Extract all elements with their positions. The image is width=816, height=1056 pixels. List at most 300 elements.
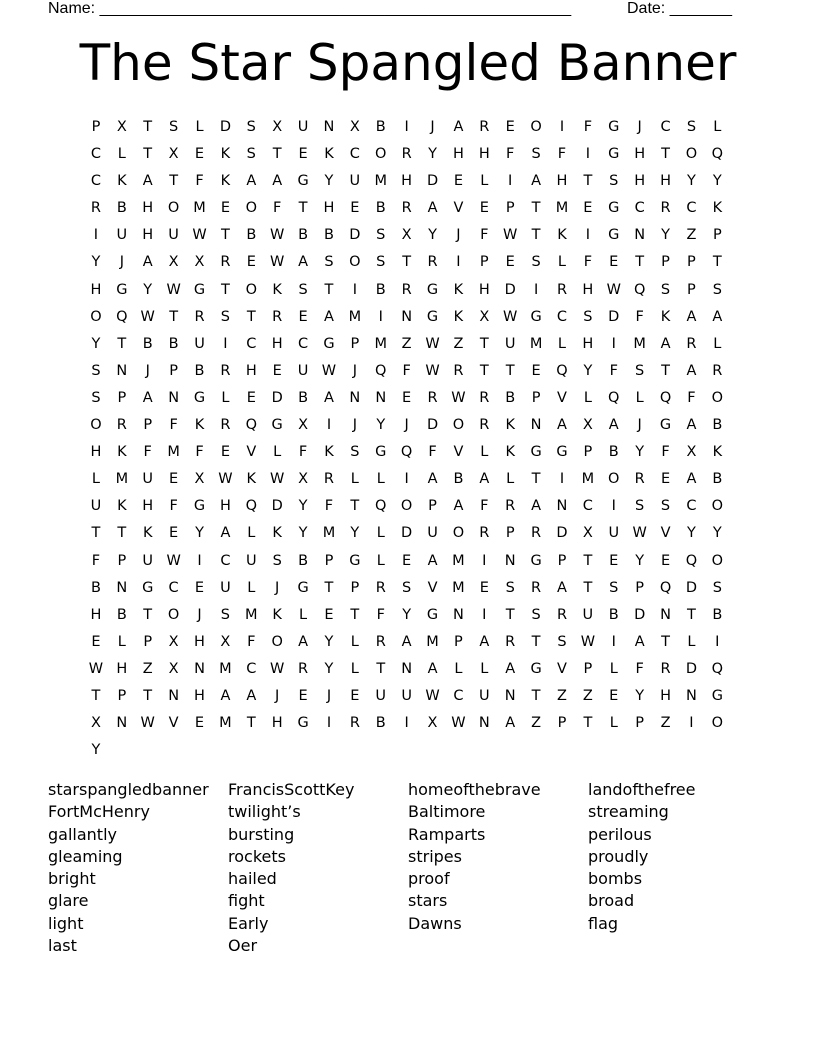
grid-letter: F bbox=[480, 227, 489, 244]
grid-letter: B bbox=[298, 389, 309, 406]
grid-letter: T bbox=[661, 146, 670, 163]
grid-letter: K bbox=[557, 227, 567, 244]
grid-letter: Y bbox=[583, 362, 593, 379]
grid-letter: R bbox=[116, 417, 127, 434]
grid-letter: S bbox=[505, 579, 515, 596]
grid-letter: O bbox=[167, 200, 180, 217]
grid-letter: E bbox=[246, 389, 256, 406]
grid-letter: K bbox=[117, 444, 127, 461]
grid-letter: T bbox=[117, 335, 127, 352]
grid-letter: S bbox=[609, 579, 619, 596]
date-field-label: Date: _______ bbox=[627, 0, 732, 17]
grid-letter: O bbox=[711, 498, 724, 515]
grid-letter: V bbox=[246, 444, 257, 461]
grid-letter: G bbox=[193, 389, 206, 406]
grid-letter: A bbox=[142, 389, 153, 406]
grid-letter: O bbox=[608, 471, 620, 488]
grid-letter: M bbox=[452, 552, 465, 569]
grid-letter: S bbox=[557, 633, 567, 650]
grid-letter: A bbox=[479, 633, 490, 650]
grid-letter: A bbox=[298, 254, 309, 271]
grid-letter: F bbox=[91, 552, 101, 569]
grid-letter: H bbox=[582, 335, 594, 352]
grid-letter: S bbox=[246, 146, 256, 163]
grid-letter: R bbox=[220, 254, 231, 271]
grid-letter: W bbox=[270, 660, 285, 677]
grid-letter: R bbox=[427, 389, 438, 406]
grid-letter: F bbox=[195, 444, 204, 461]
grid-letter: G bbox=[323, 335, 335, 352]
word-bank-item: homeofthebrave bbox=[408, 780, 541, 799]
grid-letter: P bbox=[91, 119, 101, 135]
grid-letter: D bbox=[401, 525, 413, 542]
grid-letter: A bbox=[660, 335, 671, 352]
grid-letter: R bbox=[272, 308, 283, 325]
grid-letter: E bbox=[169, 525, 179, 542]
grid-letter: G bbox=[530, 444, 542, 461]
grid-letter: P bbox=[687, 281, 696, 298]
grid-letter: G bbox=[375, 444, 387, 461]
grid-letter: N bbox=[478, 715, 490, 732]
grid-letter: L bbox=[609, 715, 618, 732]
grid-letter: R bbox=[453, 362, 464, 379]
grid-letter: G bbox=[426, 308, 439, 325]
grid-letter: M bbox=[452, 579, 465, 596]
word-bank-item: rockets bbox=[228, 846, 286, 866]
grid-letter: E bbox=[583, 200, 593, 217]
grid-letter: B bbox=[712, 471, 723, 488]
grid-letter: U bbox=[142, 552, 154, 569]
grid-letter: F bbox=[428, 444, 437, 461]
grid-letter: H bbox=[271, 335, 283, 352]
grid-letter: E bbox=[272, 362, 282, 379]
word-bank-item: glare bbox=[48, 891, 89, 911]
grid-letter: W bbox=[270, 227, 285, 244]
grid-letter: H bbox=[478, 146, 490, 163]
grid-letter: C bbox=[660, 119, 671, 135]
grid-letter: X bbox=[116, 119, 127, 135]
grid-letter: I bbox=[404, 471, 409, 488]
grid-letter: I bbox=[482, 606, 487, 623]
letter-grid bbox=[83, 114, 730, 764]
grid-letter: A bbox=[686, 308, 697, 325]
word-bank-item: broad bbox=[588, 891, 635, 911]
grid-letter: P bbox=[712, 227, 722, 244]
grid-letter: H bbox=[219, 498, 231, 515]
grid-letter: L bbox=[117, 633, 126, 650]
grid-letter: H bbox=[142, 227, 154, 244]
grid-letter: A bbox=[427, 200, 438, 217]
grid-letter: P bbox=[583, 660, 593, 677]
grid-letter: U bbox=[582, 606, 594, 623]
grid-letter: B bbox=[712, 417, 723, 434]
grid-letter: M bbox=[245, 606, 258, 623]
grid-letter: L bbox=[506, 471, 515, 488]
grid-letter: N bbox=[556, 498, 568, 515]
grid-letter: I bbox=[352, 281, 357, 298]
grid-letter: A bbox=[142, 254, 153, 271]
grid-letter: Y bbox=[712, 173, 722, 190]
grid-letter: G bbox=[142, 579, 154, 596]
grid-letter: C bbox=[556, 308, 568, 325]
grid-letter: T bbox=[220, 227, 230, 244]
grid-letter: D bbox=[271, 498, 283, 515]
grid-letter: D bbox=[219, 119, 231, 135]
grid-letter: E bbox=[246, 254, 256, 271]
grid-letter: K bbox=[324, 146, 334, 163]
grid-letter: J bbox=[404, 417, 409, 434]
grid-letter: P bbox=[117, 552, 127, 569]
grid-letter: S bbox=[635, 362, 645, 379]
grid-letter: A bbox=[401, 633, 412, 650]
grid-letter: I bbox=[611, 498, 616, 515]
grid-letter: G bbox=[426, 281, 439, 298]
word-bank-item: gallantly bbox=[48, 824, 117, 844]
grid-letter: U bbox=[349, 173, 361, 190]
grid-letter: G bbox=[193, 498, 206, 515]
grid-letter: G bbox=[297, 579, 309, 596]
grid-letter: H bbox=[452, 146, 464, 163]
grid-letter: H bbox=[634, 173, 646, 190]
grid-letter: C bbox=[246, 660, 257, 677]
grid-letter: K bbox=[272, 281, 282, 298]
grid-letter: G bbox=[349, 552, 361, 569]
grid-letter: B bbox=[375, 281, 386, 298]
grid-letter: B bbox=[323, 227, 334, 244]
grid-letter: M bbox=[555, 200, 569, 217]
grid-letter: R bbox=[401, 200, 412, 217]
grid-letter: P bbox=[169, 362, 178, 379]
grid-letter: N bbox=[686, 687, 697, 704]
grid-letter: W bbox=[321, 362, 337, 379]
grid-letter: B bbox=[168, 335, 179, 352]
grid-letter: O bbox=[349, 254, 361, 271]
grid-letter: G bbox=[608, 146, 620, 163]
grid-letter: K bbox=[453, 308, 464, 325]
grid-letter: A bbox=[246, 173, 257, 190]
grid-letter: X bbox=[427, 715, 438, 732]
grid-letter: N bbox=[401, 308, 413, 325]
grid-letter: B bbox=[246, 227, 257, 244]
grid-letter: A bbox=[453, 119, 464, 135]
grid-letter: F bbox=[557, 146, 567, 163]
grid-letter: X bbox=[168, 660, 179, 677]
grid-letter: M bbox=[348, 308, 362, 325]
grid-letter: K bbox=[272, 606, 282, 623]
grid-letter: I bbox=[508, 173, 513, 190]
grid-letter: N bbox=[504, 687, 516, 704]
grid-letter: T bbox=[324, 281, 334, 298]
grid-letter: T bbox=[272, 146, 282, 163]
grid-letter: Y bbox=[298, 525, 308, 542]
grid-letter: G bbox=[426, 606, 439, 623]
grid-letter: S bbox=[324, 254, 334, 271]
grid-letter: F bbox=[195, 173, 204, 190]
grid-letter: E bbox=[505, 119, 515, 135]
grid-letter: F bbox=[635, 308, 644, 325]
grid-letter: E bbox=[194, 715, 205, 732]
grid-letter: S bbox=[169, 119, 179, 135]
grid-letter: O bbox=[685, 146, 698, 163]
grid-letter: A bbox=[505, 715, 516, 732]
grid-letter: P bbox=[557, 552, 567, 569]
grid-letter: A bbox=[557, 579, 567, 596]
grid-letter: T bbox=[246, 715, 256, 732]
grid-letter: X bbox=[298, 471, 309, 488]
grid-letter: L bbox=[221, 389, 230, 406]
grid-letter: Y bbox=[635, 444, 645, 461]
word-bank-item: light bbox=[48, 913, 84, 933]
grid-letter: A bbox=[324, 389, 334, 406]
grid-letter: X bbox=[220, 633, 231, 650]
grid-letter: W bbox=[270, 471, 285, 488]
grid-letter: A bbox=[686, 471, 697, 488]
grid-letter: P bbox=[117, 687, 127, 704]
grid-letter: G bbox=[271, 417, 283, 434]
grid-letter: J bbox=[352, 362, 357, 379]
grid-letter: S bbox=[376, 254, 386, 271]
grid-letter: R bbox=[556, 606, 568, 623]
grid-letter: M bbox=[322, 525, 336, 542]
grid-letter: E bbox=[194, 579, 205, 596]
grid-letter: L bbox=[635, 389, 644, 406]
grid-letter: W bbox=[451, 389, 466, 406]
word-bank-item: proudly bbox=[588, 846, 649, 866]
grid-letter: Y bbox=[428, 146, 437, 163]
grid-letter: S bbox=[220, 308, 230, 325]
grid-letter: E bbox=[220, 200, 230, 217]
grid-letter: M bbox=[167, 444, 180, 461]
grid-letter: A bbox=[246, 687, 257, 704]
grid-letter: T bbox=[350, 498, 360, 515]
grid-letter: Z bbox=[660, 715, 671, 732]
grid-letter: B bbox=[298, 552, 309, 569]
grid-letter: J bbox=[275, 687, 280, 704]
grid-letter: X bbox=[194, 471, 205, 488]
grid-letter: A bbox=[557, 417, 567, 434]
grid-letter: O bbox=[167, 606, 180, 623]
grid-letter: J bbox=[637, 417, 642, 434]
grid-letter: X bbox=[168, 146, 179, 163]
grid-letter: N bbox=[116, 579, 128, 596]
grid-letter: A bbox=[712, 308, 723, 325]
grid-letter: I bbox=[482, 552, 487, 569]
grid-letter: B bbox=[375, 715, 386, 732]
grid-letter: F bbox=[635, 660, 644, 677]
grid-letter: H bbox=[90, 606, 102, 623]
grid-letter: A bbox=[324, 308, 334, 325]
grid-letter: F bbox=[661, 444, 670, 461]
grid-letter: A bbox=[427, 471, 438, 488]
grid-letter: Z bbox=[142, 660, 153, 677]
grid-letter: H bbox=[194, 687, 205, 704]
grid-letter: E bbox=[609, 687, 619, 704]
grid-letter: K bbox=[505, 417, 515, 434]
grid-letter: Y bbox=[687, 173, 696, 190]
grid-letter: X bbox=[90, 715, 101, 732]
grid-letter: G bbox=[530, 552, 542, 569]
grid-letter: I bbox=[456, 254, 461, 271]
grid-letter: A bbox=[531, 173, 542, 190]
grid-letter: U bbox=[245, 552, 257, 569]
grid-letter: Q bbox=[245, 498, 257, 515]
grid-letter: T bbox=[687, 606, 696, 623]
grid-letter: F bbox=[273, 200, 282, 217]
grid-letter: P bbox=[635, 715, 645, 732]
grid-letter: M bbox=[115, 471, 129, 488]
grid-letter: S bbox=[635, 498, 645, 515]
grid-letter: F bbox=[143, 444, 152, 461]
grid-letter: Y bbox=[712, 525, 722, 542]
grid-letter: T bbox=[661, 362, 670, 379]
grid-letter: X bbox=[298, 417, 309, 434]
grid-letter: S bbox=[531, 146, 541, 163]
grid-letter: V bbox=[660, 525, 671, 542]
grid-letter: Y bbox=[324, 660, 334, 677]
grid-letter: S bbox=[376, 227, 386, 244]
grid-letter: Q bbox=[245, 417, 257, 434]
grid-letter: U bbox=[194, 335, 205, 352]
grid-letter: T bbox=[143, 119, 153, 135]
grid-letter: H bbox=[582, 281, 594, 298]
grid-letter: F bbox=[583, 254, 593, 271]
grid-letter: H bbox=[142, 498, 154, 515]
grid-letter: E bbox=[660, 471, 671, 488]
grid-letter: I bbox=[585, 227, 590, 244]
grid-letter: J bbox=[145, 362, 150, 379]
grid-letter: P bbox=[557, 715, 567, 732]
grid-letter: F bbox=[687, 389, 696, 406]
grid-letter: U bbox=[220, 579, 231, 596]
grid-letter: P bbox=[454, 633, 463, 650]
grid-letter: R bbox=[375, 579, 386, 596]
grid-letter: G bbox=[711, 687, 723, 704]
grid-letter: P bbox=[117, 389, 127, 406]
grid-letter: T bbox=[376, 660, 386, 677]
grid-letter: W bbox=[270, 254, 285, 271]
grid-letter: T bbox=[531, 633, 541, 650]
grid-letter: L bbox=[713, 119, 722, 135]
grid-letter: O bbox=[711, 552, 724, 569]
grid-letter: R bbox=[479, 119, 490, 135]
grid-letter: P bbox=[661, 254, 670, 271]
grid-letter: E bbox=[298, 308, 308, 325]
grid-letter: J bbox=[197, 606, 202, 623]
grid-letter: L bbox=[350, 660, 359, 677]
grid-letter: X bbox=[194, 254, 205, 271]
grid-letter: K bbox=[246, 471, 257, 488]
grid-letter: H bbox=[478, 281, 490, 298]
grid-letter: Q bbox=[659, 579, 672, 596]
grid-letter: T bbox=[505, 606, 515, 623]
word-bank-item: perilous bbox=[588, 824, 652, 844]
name-field-label: Name: _____________________________________________________ bbox=[48, 0, 572, 17]
grid-letter: Z bbox=[531, 715, 542, 732]
grid-letter: Y bbox=[298, 498, 308, 515]
grid-letter: N bbox=[401, 660, 413, 677]
grid-letter: C bbox=[686, 200, 697, 217]
grid-letter: W bbox=[218, 471, 233, 488]
grid-letter: T bbox=[324, 579, 334, 596]
grid-letter: T bbox=[583, 173, 593, 190]
grid-letter: L bbox=[713, 335, 722, 352]
grid-letter: H bbox=[401, 173, 413, 190]
grid-letter: W bbox=[451, 715, 466, 732]
grid-letter: Z bbox=[582, 687, 593, 704]
grid-letter: A bbox=[272, 173, 283, 190]
grid-letter: N bbox=[660, 606, 671, 623]
word-bank-column bbox=[228, 779, 408, 957]
grid-letter: E bbox=[402, 389, 412, 406]
word-bank-item: Dawns bbox=[408, 913, 462, 933]
grid-letter: B bbox=[375, 200, 386, 217]
grid-letter: E bbox=[402, 552, 412, 569]
grid-letter: U bbox=[90, 498, 102, 515]
grid-letter: G bbox=[297, 173, 309, 190]
grid-letter: Y bbox=[91, 742, 101, 759]
grid-letter: W bbox=[166, 552, 181, 569]
grid-letter: K bbox=[117, 173, 127, 190]
grid-letter: O bbox=[245, 200, 257, 217]
grid-letter: I bbox=[559, 119, 565, 135]
grid-letter: L bbox=[376, 525, 385, 542]
grid-letter: P bbox=[350, 335, 360, 352]
grid-letter: G bbox=[193, 281, 206, 298]
grid-letter: T bbox=[479, 335, 489, 352]
grid-letter: K bbox=[660, 308, 671, 325]
grid-letter: K bbox=[142, 525, 153, 542]
grid-letter: W bbox=[140, 715, 155, 732]
grid-letter: T bbox=[143, 606, 153, 623]
grid-letter: P bbox=[143, 417, 153, 434]
grid-letter: Q bbox=[375, 362, 387, 379]
grid-letter: D bbox=[685, 579, 698, 596]
grid-letter: T bbox=[91, 525, 101, 542]
grid-letter: H bbox=[271, 715, 283, 732]
grid-letter: U bbox=[297, 362, 309, 379]
grid-letter: K bbox=[194, 417, 205, 434]
word-bank-column bbox=[408, 779, 588, 957]
grid-letter: L bbox=[609, 660, 618, 677]
grid-letter: E bbox=[505, 254, 515, 271]
grid-letter: U bbox=[427, 525, 438, 542]
grid-letter: R bbox=[220, 362, 231, 379]
grid-letter: O bbox=[452, 525, 465, 542]
grid-letter: E bbox=[169, 471, 179, 488]
grid-letter: E bbox=[479, 200, 489, 217]
grid-letter: T bbox=[91, 687, 101, 704]
grid-letter: S bbox=[609, 173, 619, 190]
grid-letter: D bbox=[426, 173, 439, 190]
grid-letter: L bbox=[557, 335, 567, 352]
grid-letter: W bbox=[192, 227, 207, 244]
grid-letter: N bbox=[323, 119, 335, 135]
grid-letter: Q bbox=[556, 362, 568, 379]
grid-letter: L bbox=[195, 119, 204, 135]
word-bank-item: fight bbox=[228, 891, 265, 911]
grid-letter: I bbox=[223, 335, 228, 352]
grid-letter: R bbox=[298, 660, 309, 677]
grid-letter: T bbox=[169, 173, 179, 190]
grid-letter: A bbox=[686, 362, 697, 379]
grid-letter: S bbox=[298, 281, 308, 298]
grid-letter: X bbox=[168, 633, 179, 650]
grid-letter: I bbox=[689, 715, 694, 732]
grid-letter: E bbox=[350, 200, 360, 217]
word-bank-item: FrancisScottKey bbox=[228, 780, 355, 799]
grid-letter: Q bbox=[400, 444, 413, 461]
grid-letter: V bbox=[557, 660, 567, 677]
